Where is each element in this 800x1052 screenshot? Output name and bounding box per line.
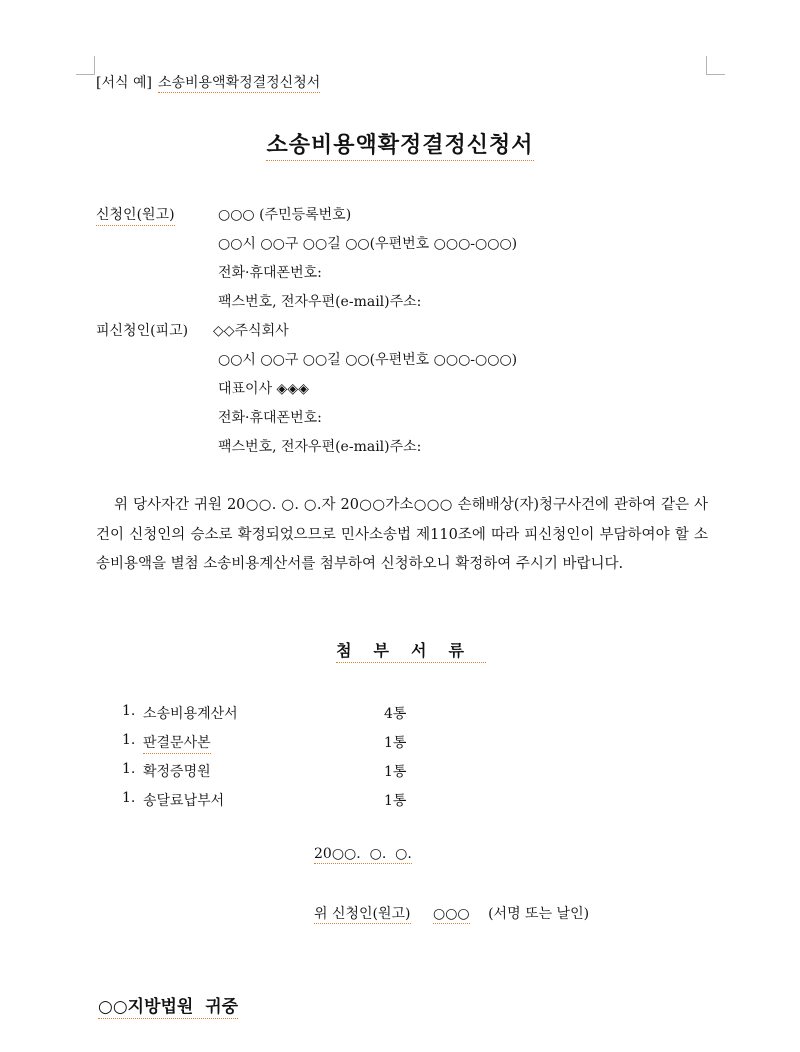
attachment-num: 1. [122,703,136,719]
applicant-name: ○○○ (주민등록번호) [218,207,352,223]
attachment-name: 송달료납부서 [143,793,225,809]
signature-prefix: 위 신청인(원고) [314,906,411,922]
signature-note: (서명 또는 날인) [488,906,590,922]
signature-line [314,903,589,923]
applicant-fax: 팩스번호, 전자우편(e-mail)주소: [218,294,422,310]
applicant-phone: 전화·휴대폰번호: [218,265,322,281]
crop-mark-top-left [76,56,95,75]
attachment-name: 판결문사본 [143,732,211,754]
document-title [0,128,800,159]
respondent-label: 피신청인(피고) [96,323,189,339]
attachment-count: 1통 [384,764,407,780]
respondent-name: ◇◇주식회사 [213,323,289,339]
attachment-num: 1. [122,732,136,748]
respondent-fax: 팩스번호, 전자우편(e-mail)주소: [218,439,422,455]
applicant-label: 신청인(원고) [96,204,175,226]
attachments-title [0,638,800,661]
document-title-text: 소송비용액확정결정신청서 [266,132,533,161]
form-label-prefix: [서식 예] [96,75,152,91]
application-date: 20○○. ○. ○. [314,846,412,862]
applicant-address: ○○시 ○○구 ○○길 ○○(우편번호 ○○○-○○○) [218,236,518,252]
attachment-num: 1. [122,761,136,777]
signature-name: ○○○ [432,906,470,922]
application-body: 위 당사자간 귀원 20○○. ○. ○.자 20○○가소○○○ 손해배상(자)청구사건에 관하여 같은 사건이 신청인의 승소로 확정되었으므로 민사소송법 제110조에 따라 피신청인이 부담하여야 할 소송비용액을 별첨 소송비용계산서를 첨부하여 신청하오니 확정하여 주시기 바랍니다. [96,497,708,572]
court-name: ○○지방법원 귀중 [98,992,238,1019]
crop-mark-top-right [706,56,725,75]
attachments-title-text: 첨부서류 [336,641,486,663]
respondent-phone: 전화·휴대폰번호: [218,410,322,426]
attachment-name: 확정증명원 [143,764,211,780]
form-label-name: 소송비용액확정결정신청서 [157,75,321,91]
attachment-name: 소송비용계산서 [143,706,238,722]
form-label [96,72,320,92]
attachment-count: 4통 [384,706,407,722]
attachment-count: 1통 [384,735,407,751]
attachment-num: 1. [122,790,136,806]
respondent-address: ○○시 ○○구 ○○길 ○○(우편번호 ○○○-○○○) [218,352,518,368]
attachment-count: 1통 [384,793,407,809]
respondent-representative: 대표이사 ◈◈◈ [218,381,309,397]
